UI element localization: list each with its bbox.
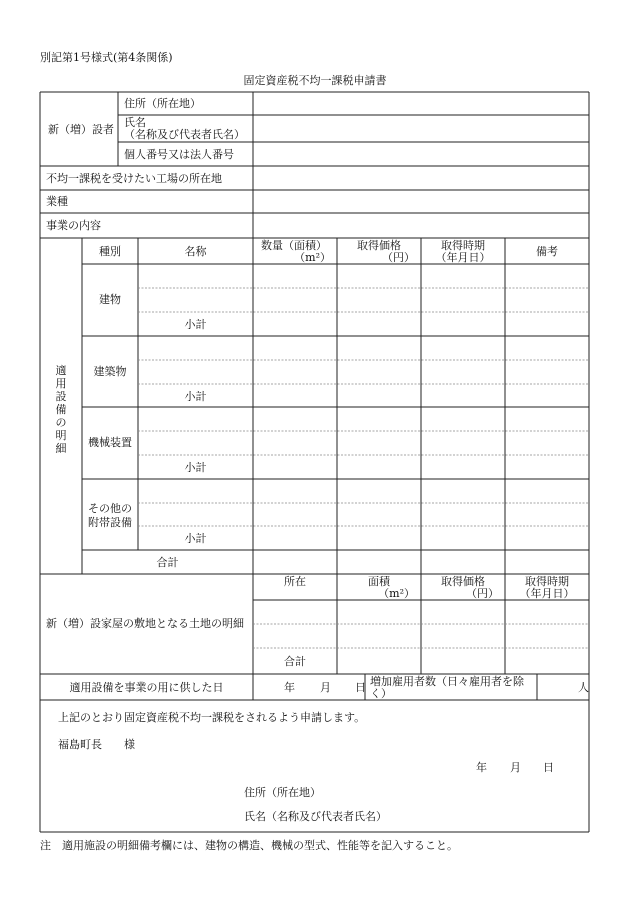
land-total: 合計 bbox=[284, 655, 306, 668]
land-header-location: 所在 bbox=[284, 575, 306, 588]
header-date-unit: （年月日） bbox=[435, 251, 491, 264]
employees-label-line1: 増加雇用者数（日々雇用者を除 bbox=[370, 675, 524, 688]
service-date-day: 日 bbox=[355, 681, 366, 694]
land-header-price-unit: （円） bbox=[466, 587, 499, 600]
service-date-year: 年 bbox=[284, 681, 295, 694]
subtotal-machinery: 小計 bbox=[184, 461, 207, 474]
equipment-section-label: 適用設備の明細 bbox=[55, 364, 67, 455]
business-label: 事業の内容 bbox=[46, 219, 101, 232]
declaration-address-label: 住所（所在地） bbox=[244, 786, 321, 799]
header-date: 取得時期 bbox=[441, 239, 485, 252]
land-header-price: 取得価格 bbox=[441, 575, 485, 588]
declaration-date-day: 日 bbox=[543, 761, 554, 774]
category-other-line1: その他の bbox=[88, 502, 132, 515]
service-date-month: 月 bbox=[320, 681, 331, 694]
applicant-label: 新（増）設者 bbox=[48, 123, 114, 136]
land-header-date-unit: （年月日） bbox=[519, 587, 575, 600]
category-structure: 建築物 bbox=[93, 365, 127, 378]
category-other-line2: 附帯設備 bbox=[88, 516, 132, 529]
declaration-name-label: 氏名（名称及び代表者氏名） bbox=[244, 810, 387, 823]
category-machinery: 機械装置 bbox=[88, 436, 132, 449]
name-label: 氏名 bbox=[124, 116, 146, 129]
subtotal-structure: 小計 bbox=[184, 390, 207, 403]
header-price: 取得価格 bbox=[357, 239, 401, 252]
land-header-area: 面積 bbox=[368, 575, 390, 588]
equipment-total: 合計 bbox=[156, 556, 179, 569]
factory-location-label: 不均一課税を受けたい工場の所在地 bbox=[46, 172, 222, 185]
header-quantity: 数量（面積） bbox=[261, 239, 327, 252]
id-number-label: 個人番号又は法人番号 bbox=[124, 148, 234, 161]
header-type: 種別 bbox=[99, 245, 121, 258]
subtotal-other: 小計 bbox=[184, 532, 207, 545]
employees-unit: 人 bbox=[578, 681, 589, 694]
industry-label: 業種 bbox=[46, 195, 68, 208]
header-notes: 備考 bbox=[536, 245, 558, 258]
header-quantity-unit: （m²） bbox=[294, 251, 331, 264]
employees-label-line2: く） bbox=[370, 687, 392, 700]
header-price-unit: （円） bbox=[382, 251, 415, 264]
declaration-date-year: 年 bbox=[476, 761, 487, 774]
footnote: 注 適用施設の明細備考欄には、建物の構造、機械の型式、性能等を記入すること。 bbox=[40, 839, 458, 852]
name-sub-label: （名称及び代表者氏名） bbox=[124, 128, 245, 141]
address-label: 住所（所在地） bbox=[124, 97, 201, 110]
category-building: 建物 bbox=[99, 293, 121, 306]
declaration-addressee: 福島町長 様 bbox=[58, 738, 135, 751]
land-header-area-unit: （m²） bbox=[378, 587, 415, 600]
declaration-date-month: 月 bbox=[510, 761, 521, 774]
subtotal-building: 小計 bbox=[184, 318, 207, 331]
header-name: 名称 bbox=[184, 245, 207, 258]
form-number: 別記第1号様式(第4条関係) bbox=[40, 51, 173, 64]
land-label: 新（増）設家屋の敷地となる土地の明細 bbox=[46, 617, 244, 630]
declaration-statement: 上記のとおり固定資産税不均一課税をされるよう申請します。 bbox=[58, 711, 366, 724]
page-title: 固定資産税不均一課税申請書 bbox=[243, 74, 387, 87]
land-header-date: 取得時期 bbox=[525, 575, 569, 588]
service-date-label: 適用設備を事業の用に供した日 bbox=[69, 681, 224, 694]
